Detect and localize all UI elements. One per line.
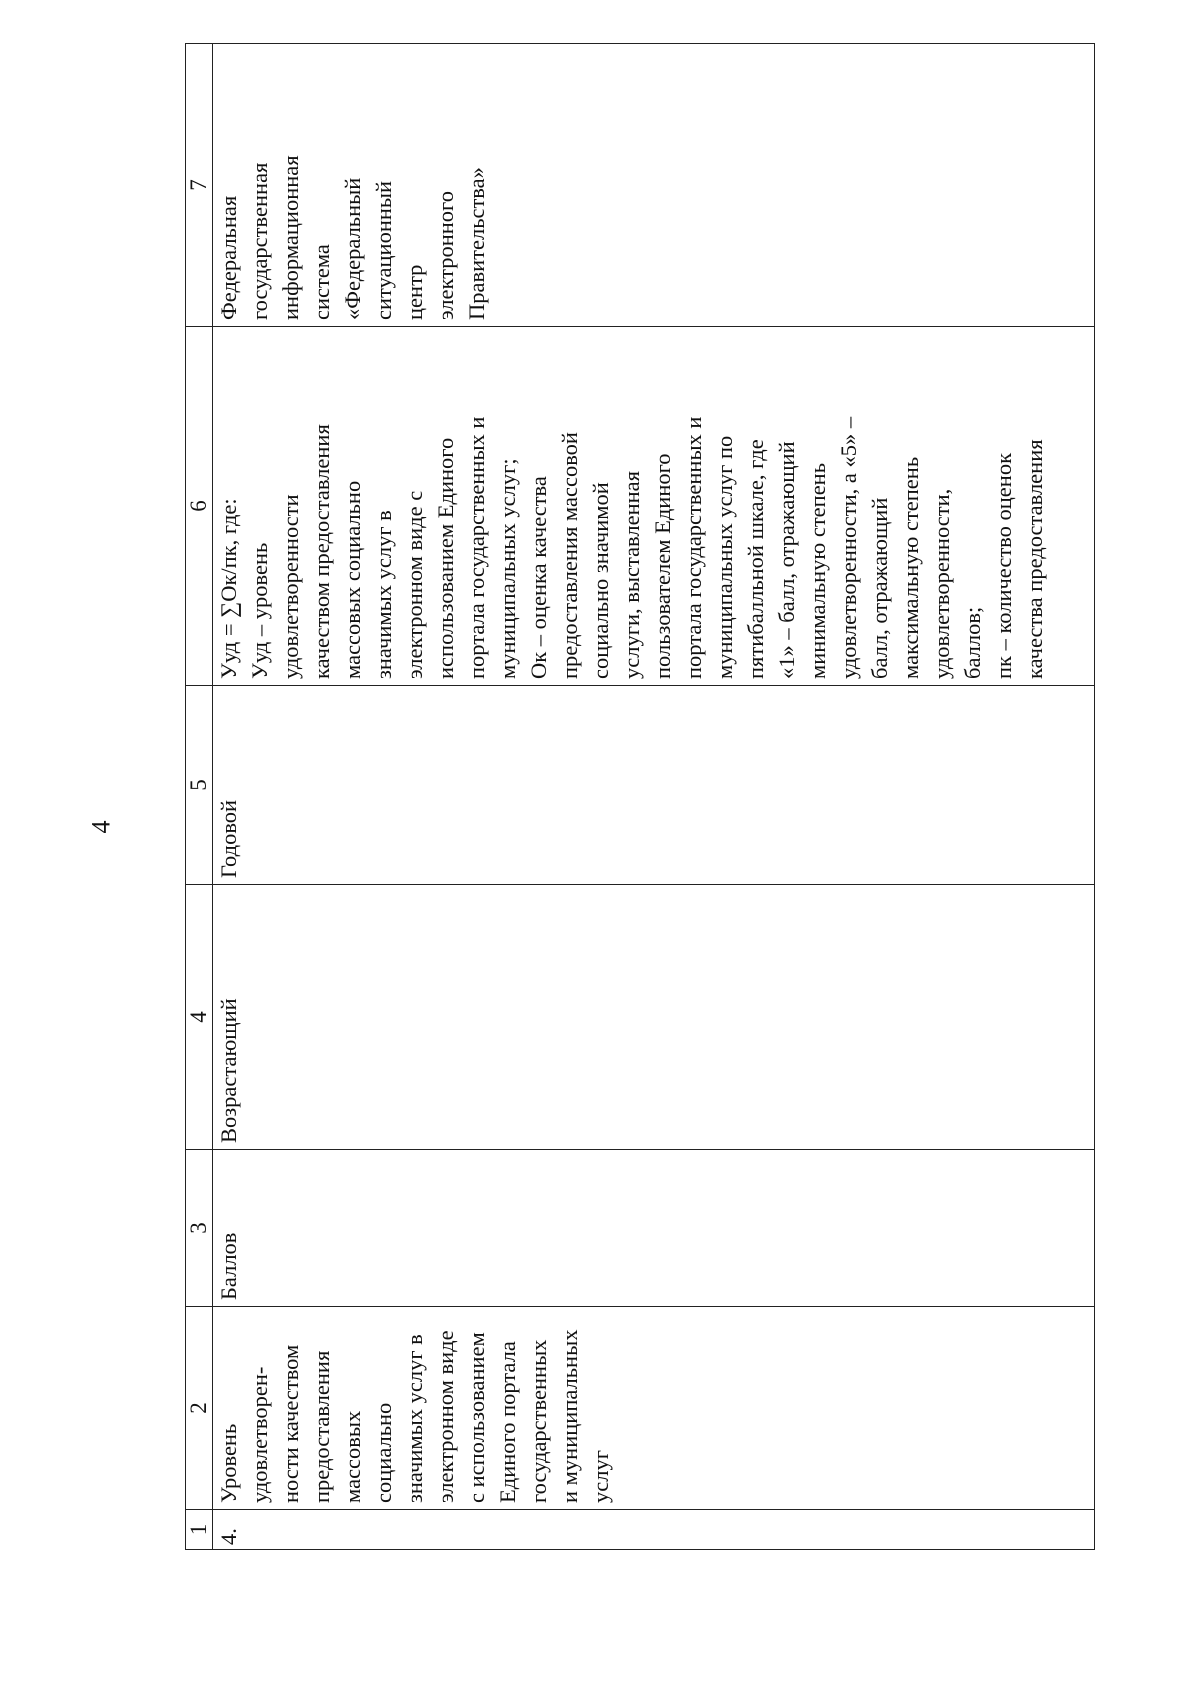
table-row	[213, 44, 1095, 1550]
indicator-table	[185, 43, 1095, 1550]
unit-of-measure: Баллов	[216, 1232, 241, 1300]
unit-cell	[213, 1150, 1095, 1307]
row-number-cell	[213, 1510, 1095, 1550]
period-value: Годовой	[216, 799, 241, 878]
table-header-row	[186, 44, 213, 1550]
header-col-1: 1	[186, 1510, 213, 1550]
rotated-table-wrapper	[185, 75, 1095, 1550]
dynamics-value: Возрастающий	[216, 998, 241, 1143]
header-col-3: 3	[186, 1150, 213, 1307]
period-cell	[213, 686, 1095, 885]
indicator-cell	[213, 1307, 1095, 1510]
source-cell	[213, 44, 1095, 327]
header-col-7: 7	[186, 44, 213, 327]
header-col-6: 6	[186, 327, 213, 686]
header-col-4: 4	[186, 885, 213, 1150]
calculation-method: Ууд = ∑Ок/пк, где: Ууд – уровень удовлетворенности качеством предоставления массовых социально значимых услуг в электронном виде с использованием Единого портала государственных и муниципальных услуг; Ок – оценка качества предоставления массовой социально значимой услуги, выставленная пользователем Единого портала государственных и муниципальных услуг по пятибалльной шкале, где «1» – балл, отражающий минимальную степень удовлетворенности, а «5» – балл, отражающий максимальную степень удовлетворенности, баллов; пк – количество оценок качества предоставления	[216, 416, 1047, 679]
data-source: Федеральная государственная информационная система «Федеральный ситуационный центр электронного Правительства»	[216, 155, 489, 320]
method-cell	[213, 327, 1095, 686]
header-col-5: 5	[186, 686, 213, 885]
dynamics-cell	[213, 885, 1095, 1150]
row-number: 4.	[216, 1528, 241, 1545]
page-number: 4	[86, 820, 116, 834]
header-col-2: 2	[186, 1307, 213, 1510]
indicator-name: Уровень удовлетворен- ности качеством предоставления массовых социально значимых услуг в электронном виде с использованием Единого портала государственных и муниципальных услуг	[216, 1329, 613, 1503]
